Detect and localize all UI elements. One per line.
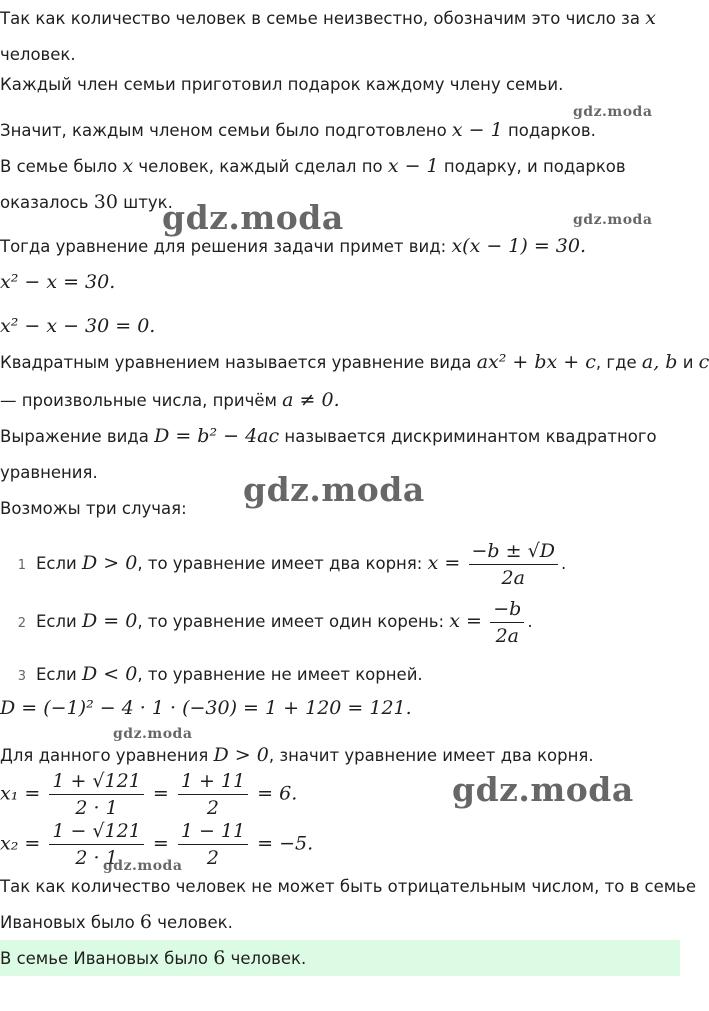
- text-line-11: — произвольные числа, причём a ≠ 0.: [0, 389, 340, 411]
- conclusion-line-2: Ивановых было 6 человек.: [0, 911, 233, 933]
- answer-text: В семье Ивановых было 6 человек.: [0, 947, 307, 969]
- watermark: gdz.moda: [243, 470, 425, 509]
- case-item-3: 3 Если D < 0, то уравнение не имеет корней.: [17, 663, 423, 685]
- discriminant-calc: D = (−1)² − 4 · 1 · (−30) = 1 + 120 = 121.: [0, 697, 412, 719]
- fraction: $\frac{1 - √121}{2 \cdot 1}$: [49, 820, 143, 869]
- watermark: gdz.moda: [162, 198, 344, 237]
- text-line-4: Значит, каждым членом семьи было подготовлено x − 1 подарков.: [0, 119, 596, 141]
- fraction: $\frac{1 + 11}{2}$: [178, 770, 248, 819]
- watermark: gdz.moda: [573, 104, 653, 120]
- fraction: $\frac{1 - 11}{2}$: [178, 820, 248, 869]
- root-x2: x₂ = $\frac{1 - √121}{2 \cdot 1}$ = $\frac{1 - 11}{2}$ = −5.: [0, 820, 314, 869]
- text-line-7: Тогда уравнение для решения задачи примет вид: x(x − 1) = 30.: [0, 235, 586, 257]
- root-x1: x₁ = $\frac{1 + √121}{2 \cdot 1}$ = $\frac{1 + 11}{2}$ = 6.: [0, 770, 298, 819]
- equation-2: x² − x − 30 = 0.: [0, 315, 156, 337]
- text-line-2: человек.: [0, 45, 76, 64]
- fraction: $\frac{-b \pm √D}{2a}$: [469, 540, 558, 589]
- case-item-2: 2 Если D = 0, то уравнение имеет один корень: x = $\frac{-b}{2a}$ .: [17, 598, 533, 647]
- text-line-6: оказалось 30 штук.: [0, 191, 173, 213]
- text-line-10: Квадратным уравнением называется уравнение вида ax² + bx + c, где a, b и c: [0, 351, 709, 373]
- watermark: gdz.moda: [103, 858, 183, 874]
- case-item-1: 1 Если D > 0, то уравнение имеет два корня: x = $\frac{-b \pm √D}{2a}$ .: [17, 540, 567, 589]
- fraction: $\frac{-b}{2a}$: [490, 598, 524, 647]
- text-line-5: В семье было x человек, каждый сделал по x − 1 подарку, и подарков: [0, 155, 626, 177]
- conclusion-line-1: Так как количество человек не может быть отрицательным числом, то в семье: [0, 877, 697, 896]
- watermark: gdz.moda: [452, 770, 634, 809]
- text-line-13: уравнения.: [0, 463, 98, 482]
- watermark: gdz.moda: [573, 212, 653, 228]
- text-line-14: Возможы три случая:: [0, 499, 187, 518]
- text-line-3: Каждый член семьи приготовил подарок каждому члену семьи.: [0, 75, 564, 94]
- text-line-12: Выражение вида D = b² − 4ac называется дискриминантом квадратного: [0, 425, 657, 447]
- two-roots-line: Для данного уравнения D > 0, значит уравнение имеет два корня.: [0, 744, 594, 766]
- watermark: gdz.moda: [113, 726, 193, 742]
- equation-1: x² − x = 30.: [0, 271, 116, 293]
- text-line-1: Так как количество человек в семье неизвестно, обозначим это число за x: [0, 7, 656, 29]
- fraction: $\frac{1 + √121}{2 \cdot 1}$: [49, 770, 143, 819]
